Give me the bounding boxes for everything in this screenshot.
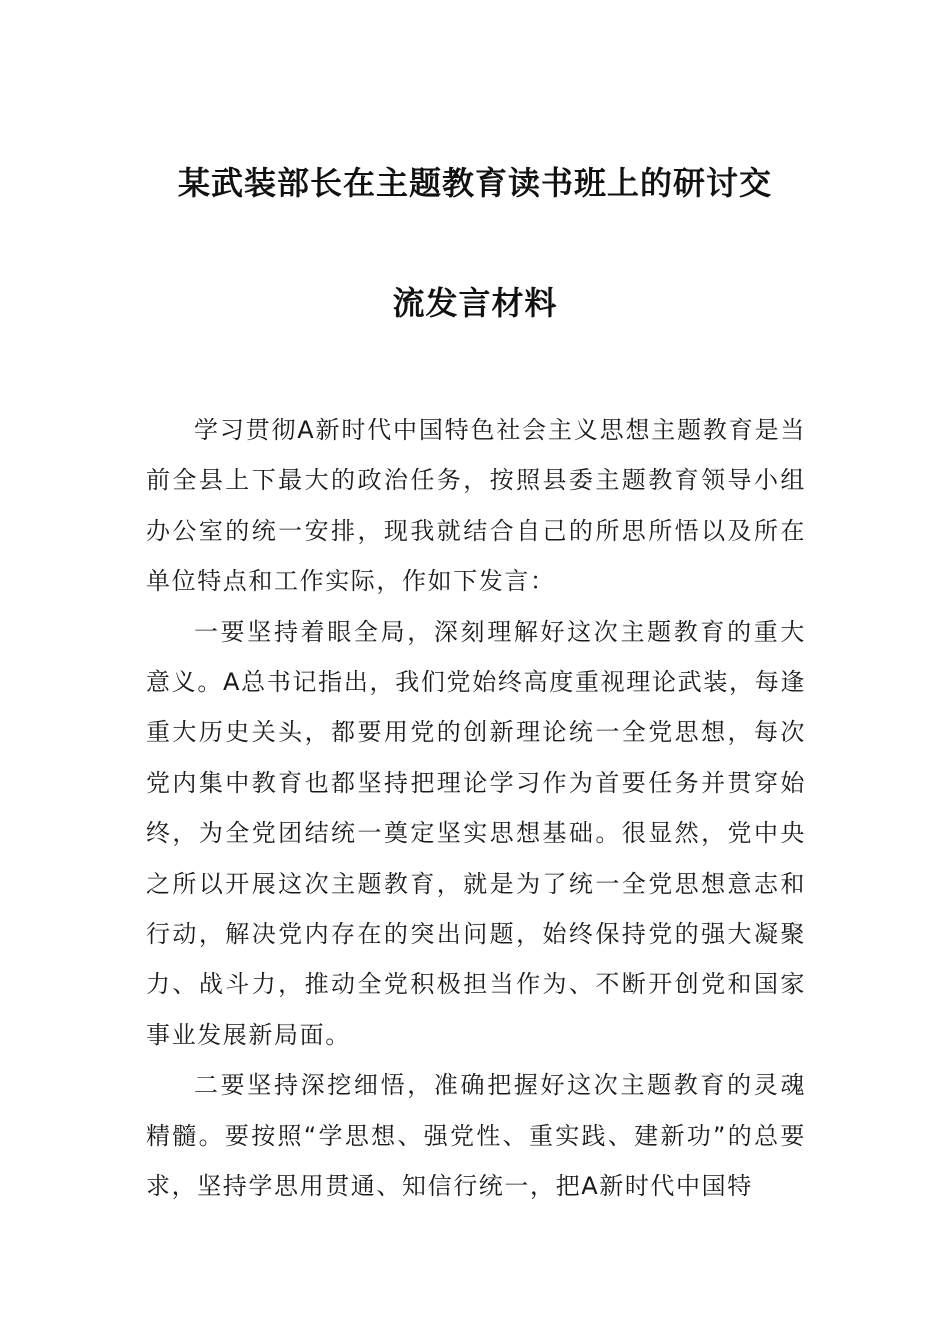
document-body	[146, 405, 806, 1212]
document-title-line-1: 某武装部长在主题教育读书班上的研讨交	[177, 164, 772, 202]
body-paragraph-2: 一要坚持着眼全局，深刻理解好这次主题教育的重大意义。A总书记指出，我们党始终高度重视理论武装，每逢重大历史关头，都要用党的创新理论统一全党思想，每次党内集中教育也都坚持把理论学习作为首要任务并贯穿始终，为全党团结统一奠定坚实思想基础。很显然，党中央之所以开展这次主题教育，就是为了统一全党思想意志和行动，解决党内存在的突出问题，始终保持党的强大凝聚力、战斗力，推动全党积极担当作为、不断开创党和国家事业发展新局面。	[146, 617, 806, 1049]
body-paragraph-3: 二要坚持深挖细悟，准确把握好这次主题教育的灵魂精髓。要按照“学思想、强党性、重实践、建新功”的总要求，坚持学思用贯通、知信行统一，把A新时代中国特	[146, 1071, 806, 1201]
document-title-line-2: 流发言材料	[392, 284, 558, 322]
body-paragraph-1: 学习贯彻A新时代中国特色社会主义思想主题教育是当前全县上下最大的政治任务，按照县委主题教育领导小组办公室的统一安排，现我就结合自己的所思所悟以及所在单位特点和工作实际，作如下发言：	[146, 416, 806, 596]
